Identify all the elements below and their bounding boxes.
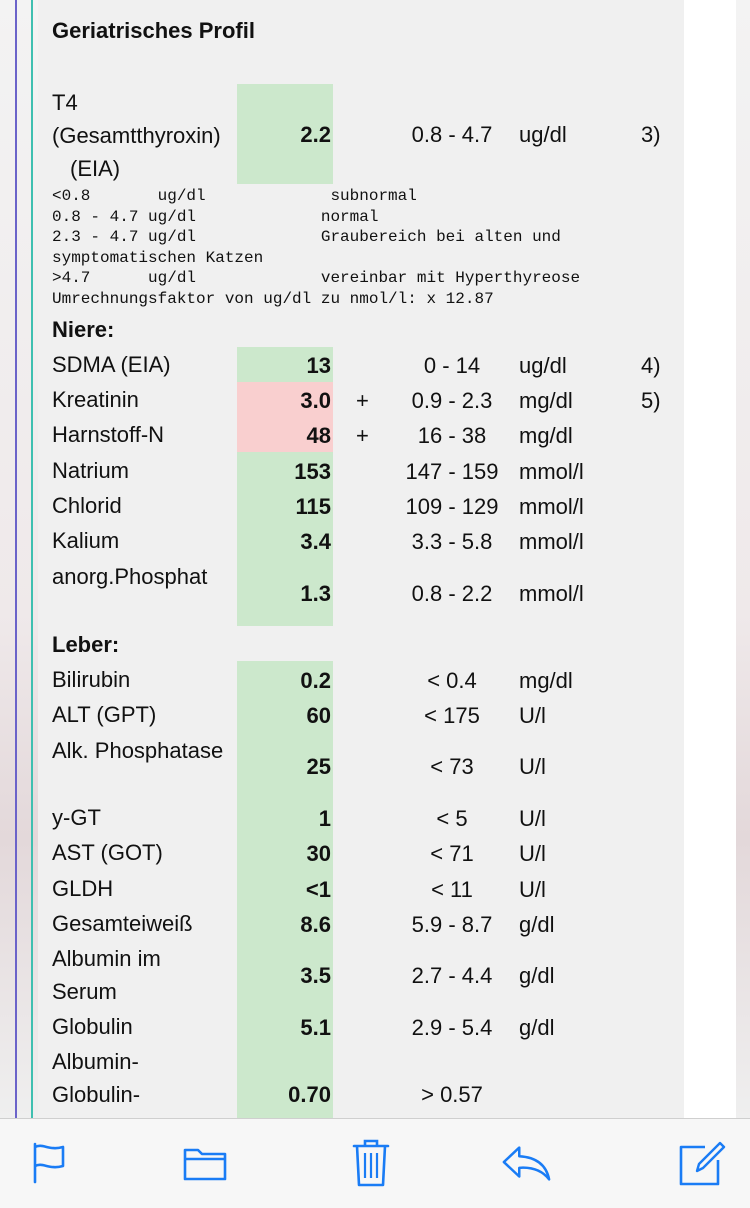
row-unit: mg/dl <box>519 388 573 413</box>
folder-icon <box>182 1144 228 1182</box>
row-unit: U/l <box>519 877 546 902</box>
row-name-line-2: Serum <box>52 979 117 1004</box>
reply-icon <box>500 1143 552 1183</box>
row-name-line-1: Albumin im <box>52 946 161 971</box>
t4-name-line-1: T4 <box>52 90 78 115</box>
row-note: 4) <box>641 353 661 378</box>
row-value: 0.70 <box>288 1082 331 1107</box>
row-unit: mmol/l <box>519 494 584 519</box>
row-ref: 2.7 - 4.4 <box>411 963 493 988</box>
row-unit: U/l <box>519 806 546 831</box>
row-ref: < 73 <box>430 754 474 779</box>
row-ref: 109 - 129 <box>405 494 499 519</box>
t4-name-line-2: (Gesamtthyroxin) <box>52 123 221 148</box>
lab-report-document <box>38 0 684 1118</box>
flag-icon <box>29 1142 69 1184</box>
row-name: AST (GOT) <box>52 840 163 865</box>
row-value: <1 <box>305 877 331 902</box>
row-ref: 16 - 38 <box>417 423 487 448</box>
right-margin <box>684 0 736 1118</box>
row-name: Gesamteiweiß <box>52 911 193 936</box>
row-ref: 0.8 - 2.2 <box>411 581 493 606</box>
trash-icon <box>351 1138 391 1188</box>
row-unit: g/dl <box>519 912 555 937</box>
row-value: 60 <box>306 703 331 728</box>
row-unit: U/l <box>519 754 546 779</box>
row-ref: < 5 <box>436 806 468 831</box>
row-note: 5) <box>641 388 661 413</box>
section-heading-niere: Niere: <box>52 317 115 342</box>
row-value: 3.5 <box>300 963 331 988</box>
row-unit: g/dl <box>519 1015 555 1040</box>
delete-button[interactable] <box>345 1137 397 1189</box>
row-value: 1.3 <box>300 581 331 606</box>
quote-line-outer <box>15 0 17 1118</box>
row-unit: U/l <box>519 703 546 728</box>
row-value: 3.4 <box>300 529 331 554</box>
row-value: 5.1 <box>300 1015 331 1040</box>
row-ref: < 175 <box>424 703 480 728</box>
row-unit: mmol/l <box>519 459 584 484</box>
t4-unit: ug/dl <box>519 122 567 147</box>
row-value: 115 <box>295 494 331 519</box>
section-heading-leber: Leber: <box>52 632 120 657</box>
row-name: Chlorid <box>52 493 122 518</box>
row-ref: 5.9 - 8.7 <box>411 912 493 937</box>
row-value: 8.6 <box>300 912 331 937</box>
compose-button[interactable] <box>676 1137 728 1189</box>
row-value: 3.0 <box>300 388 331 413</box>
row-unit: mg/dl <box>519 423 573 448</box>
row-name: Globulin <box>52 1014 133 1039</box>
row-ref: < 11 <box>431 877 473 902</box>
row-value: 1 <box>318 806 331 831</box>
flag-button[interactable] <box>23 1137 75 1189</box>
row-name: Kreatinin <box>52 387 139 412</box>
high-flag: + <box>356 423 369 448</box>
row-name-line-2: Globulin- <box>52 1082 141 1107</box>
row-name: y-GT <box>52 805 101 830</box>
row-unit: U/l <box>519 841 546 866</box>
row-ref: 3.3 - 5.8 <box>411 529 493 554</box>
row-unit: mmol/l <box>519 581 584 606</box>
row-value: 153 <box>294 459 331 484</box>
row-ref: 147 - 159 <box>405 459 499 484</box>
row-ref: 0.9 - 2.3 <box>411 388 493 413</box>
row-ref: < 71 <box>430 841 474 866</box>
compose-icon <box>677 1138 727 1188</box>
row-name: GLDH <box>52 876 114 901</box>
row-unit: g/dl <box>519 963 555 988</box>
row-name: Alk. Phosphatase <box>52 738 224 763</box>
row-name: anorg.Phosphat <box>52 564 208 589</box>
row-value: 30 <box>306 841 331 866</box>
row-value: 0.2 <box>300 668 331 693</box>
row-unit: mg/dl <box>519 668 573 693</box>
row-ref: < 0.4 <box>427 668 477 693</box>
t4-name-line-3: (EIA) <box>70 156 121 181</box>
move-to-folder-button[interactable] <box>179 1137 231 1189</box>
report-title: Geriatrisches Profil <box>52 18 255 43</box>
row-ref: 2.9 - 5.4 <box>411 1015 493 1040</box>
t4-comment: <0.8 ug/dl subnormal 0.8 - 4.7 ug/dl normal 2.3 - 4.7 ug/dl Graubereich bei alten und symptomatischen Katzen >4.7 ug/dl vereinbar mit Hyperthyreose Umrechnungsfaktor von ug/dl zu nmol/l: x 12.87 <box>52 187 581 308</box>
row-name: SDMA (EIA) <box>52 352 171 377</box>
row-name-line-1: Albumin- <box>52 1049 139 1074</box>
row-name: Kalium <box>52 528 120 553</box>
reply-button[interactable] <box>500 1137 552 1189</box>
row-ref: > 0.57 <box>421 1082 483 1107</box>
row-value: 48 <box>306 423 331 448</box>
row-unit: mmol/l <box>519 529 584 554</box>
t4-ref: 0.8 - 4.7 <box>411 122 493 147</box>
high-flag: + <box>356 388 369 413</box>
row-ref: 0 - 14 <box>423 353 481 378</box>
row-name: ALT (GPT) <box>52 702 157 727</box>
quote-line-inner <box>31 0 33 1118</box>
t4-note: 3) <box>641 122 661 147</box>
row-name: Natrium <box>52 458 130 483</box>
mail-toolbar <box>0 1118 750 1208</box>
row-value: 13 <box>306 353 331 378</box>
row-name: Harnstoff-N <box>52 422 165 447</box>
t4-value: 2.2 <box>300 122 331 147</box>
row-name: Bilirubin <box>52 667 131 692</box>
row-unit: ug/dl <box>519 353 567 378</box>
row-value: 25 <box>306 754 331 779</box>
